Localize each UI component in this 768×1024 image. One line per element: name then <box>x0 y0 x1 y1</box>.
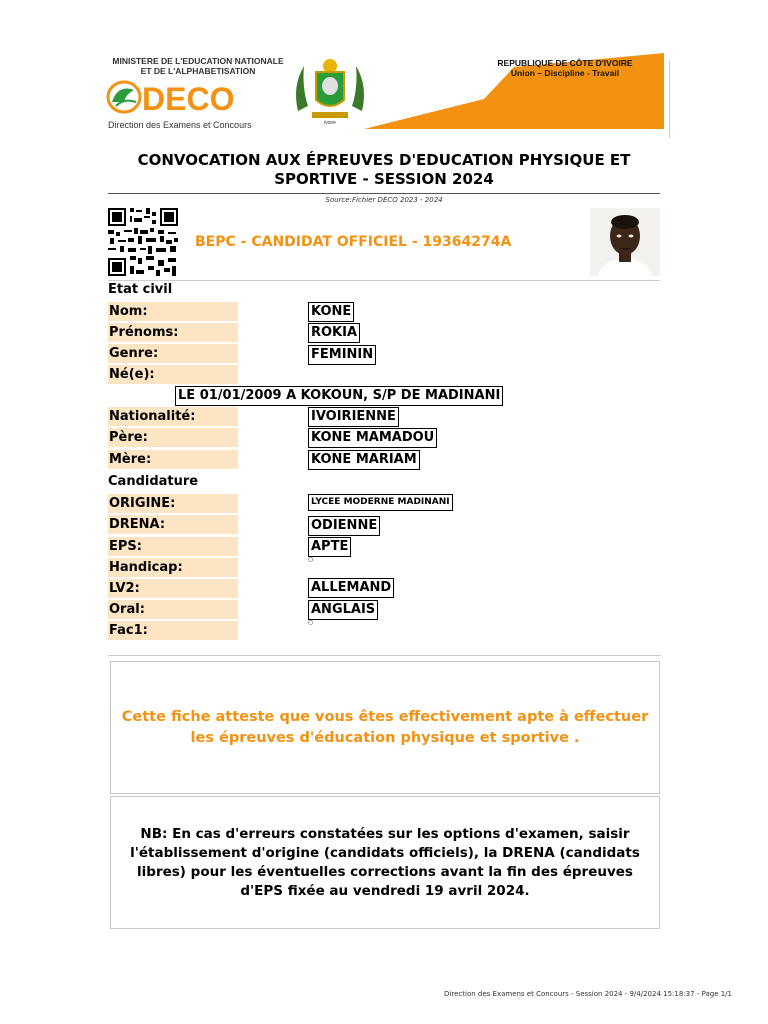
empty-value-marker: ○ <box>308 556 314 563</box>
label-origine: ORIGINE: <box>108 494 238 513</box>
section-candidature: Candidature <box>108 474 199 489</box>
deco-logo <box>104 80 264 114</box>
value-origine: LYCEE MODERNE MADINANI <box>308 494 453 511</box>
value-pere: KONE MAMADOU <box>308 428 437 448</box>
label-genre: Genre: <box>108 344 238 363</box>
deco-logo-text: DECO <box>142 81 235 114</box>
attestation-box <box>110 661 660 794</box>
label-nom: Nom: <box>108 302 238 321</box>
ministry-line-2: ET DE L'ALPHABETISATION <box>140 66 256 76</box>
label-eps: EPS: <box>108 537 238 556</box>
value-lv2: ALLEMAND <box>308 578 394 598</box>
document-title: CONVOCATION AUX ÉPREUVES D'EDUCATION PHYSIQUE ET SPORTIVE - SESSION 2024 <box>137 151 631 188</box>
candidate-photo <box>590 208 660 276</box>
value-drena: ODIENNE <box>308 516 380 536</box>
value-nationalite: IVOIRIENNE <box>308 407 399 427</box>
title-rule <box>108 193 660 194</box>
nb-text: NB: En cas d'erreurs constatées sur les options d'examen, saisir l'établissement d'origine (candidats officiels), la DRENA (candidats libres) pour les éventuelles corrections avant la fin des épreuves d'EPS fixée au vendredi 19 avril 2024. <box>130 825 640 899</box>
boxes-rule <box>108 655 661 656</box>
section-rule <box>108 280 660 281</box>
section-etat-civil: Etat civil <box>108 282 173 297</box>
value-nom: KONE <box>308 302 354 322</box>
label-ne: Né(e): <box>108 365 238 384</box>
label-prenoms: Prénoms: <box>108 323 238 342</box>
label-drena: DRENA: <box>108 515 238 534</box>
nb-box <box>110 796 660 929</box>
label-pere: Père: <box>108 428 238 447</box>
emblem-caption: ivoire <box>324 120 336 126</box>
value-oral: ANGLAIS <box>308 600 378 620</box>
page-footer: Direction des Examens et Concours - Session 2024 - 9/4/2024 15:18:37 - Page 1/1 <box>444 990 732 998</box>
label-handicap: Handicap: <box>108 558 238 577</box>
label-fac1: Fac1: <box>108 621 238 640</box>
label-lv2: LV2: <box>108 579 238 598</box>
ministry-line-1: MINISTERE DE L'EDUCATION NATIONALE <box>112 56 284 66</box>
qr-code <box>108 208 178 276</box>
label-oral: Oral: <box>108 600 238 619</box>
label-mere: Mère: <box>108 450 238 469</box>
value-naissance: LE 01/01/2009 A KOKOUN, S/P DE MADINANI <box>175 386 503 406</box>
republic-line-1: REPUBLIQUE DE CÔTE D'IVOIRE <box>497 58 633 68</box>
coat-of-arms-emblem <box>290 56 370 126</box>
value-mere: KONE MARIAM <box>308 450 420 470</box>
value-genre: FEMININ <box>308 345 376 365</box>
value-prenoms: ROKIA <box>308 323 360 343</box>
ministry-name <box>108 56 288 76</box>
value-eps: APTE <box>308 537 351 557</box>
empty-value-marker: ○ <box>308 619 314 626</box>
republic-motto: Union – Discipline - Travail <box>510 68 620 78</box>
source-note: Source:Fichier DECO 2023 - 2024 <box>325 196 443 204</box>
attestation-text: Cette fiche atteste que vous êtes effectivement apte à effectuer les épreuves d'éducation physique et sportive . <box>121 708 649 746</box>
republic-name <box>470 58 660 78</box>
header-divider <box>669 60 670 138</box>
candidate-banner: BEPC - CANDIDAT OFFICIEL - 19364274A <box>195 234 512 250</box>
deco-subtitle: Direction des Examens et Concours <box>108 120 252 130</box>
label-nationalite: Nationalité: <box>108 407 238 426</box>
